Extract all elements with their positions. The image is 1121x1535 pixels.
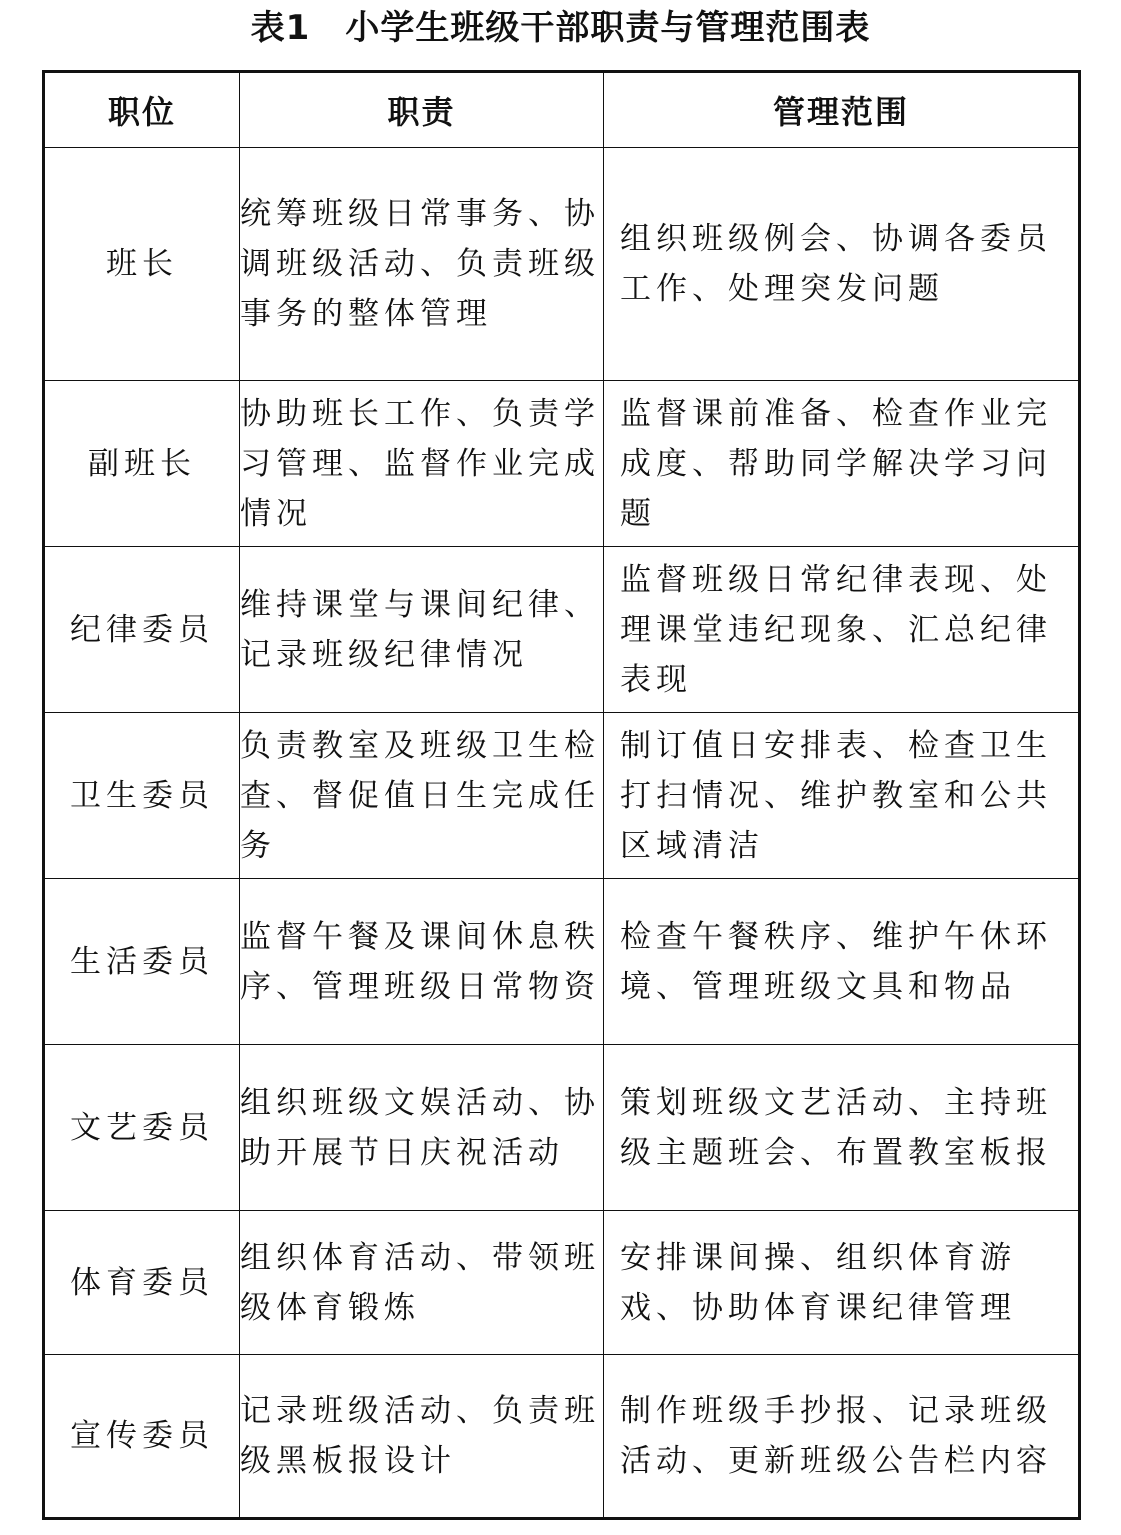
scope-cell: 检查午餐秩序、维护午休环境、管理班级文具和物品 [604, 879, 1080, 1045]
position-cell: 宣传委员 [44, 1355, 240, 1519]
scope-cell: 组织班级例会、协调各委员工作、处理突发问题 [604, 148, 1080, 381]
table-caption: 表1 小学生班级干部职责与管理范围表 [250, 8, 871, 48]
duty-cell: 记录班级活动、负责班级黑板报设计 [240, 1355, 604, 1519]
table-row [44, 1045, 1080, 1211]
column-header-duty: 职责 [240, 72, 604, 148]
column-header-position: 职位 [44, 72, 240, 148]
table-row [44, 1211, 1080, 1355]
table-row [44, 148, 1080, 381]
scope-cell: 策划班级文艺活动、主持班级主题班会、布置教室板报 [604, 1045, 1080, 1211]
position-cell: 生活委员 [44, 879, 240, 1045]
scope-cell: 监督班级日常纪律表现、处理课堂违纪现象、汇总纪律表现 [604, 547, 1080, 713]
duty-cell: 协助班长工作、负责学习管理、监督作业完成情况 [240, 381, 604, 547]
table-row [44, 381, 1080, 547]
position-cell: 纪律委员 [44, 547, 240, 713]
position-cell: 卫生委员 [44, 713, 240, 879]
header-row [44, 72, 1080, 148]
scope-cell: 安排课间操、组织体育游戏、协助体育课纪律管理 [604, 1211, 1080, 1355]
column-header-scope: 管理范围 [604, 72, 1080, 148]
position-cell: 文艺委员 [44, 1045, 240, 1211]
duty-cell: 组织班级文娱活动、协助开展节日庆祝活动 [240, 1045, 604, 1211]
duty-cell: 组织体育活动、带领班级体育锻炼 [240, 1211, 604, 1355]
position-cell: 班长 [44, 148, 240, 381]
table-row [44, 1355, 1080, 1519]
cadre-duty-table [42, 70, 1081, 1520]
table-row [44, 713, 1080, 879]
scope-cell: 监督课前准备、检查作业完成度、帮助同学解决学习问题 [604, 381, 1080, 547]
table-row [44, 879, 1080, 1045]
duty-cell: 维持课堂与课间纪律、记录班级纪律情况 [240, 547, 604, 713]
duty-cell: 负责教室及班级卫生检查、督促值日生完成任务 [240, 713, 604, 879]
position-cell: 副班长 [44, 381, 240, 547]
scope-cell: 制作班级手抄报、记录班级活动、更新班级公告栏内容 [604, 1355, 1080, 1519]
duty-cell: 监督午餐及课间休息秩序、管理班级日常物资 [240, 879, 604, 1045]
duty-cell: 统筹班级日常事务、协调班级活动、负责班级事务的整体管理 [240, 148, 604, 381]
table-row [44, 547, 1080, 713]
scope-cell: 制订值日安排表、检查卫生打扫情况、维护教室和公共区域清洁 [604, 713, 1080, 879]
position-cell: 体育委员 [44, 1211, 240, 1355]
